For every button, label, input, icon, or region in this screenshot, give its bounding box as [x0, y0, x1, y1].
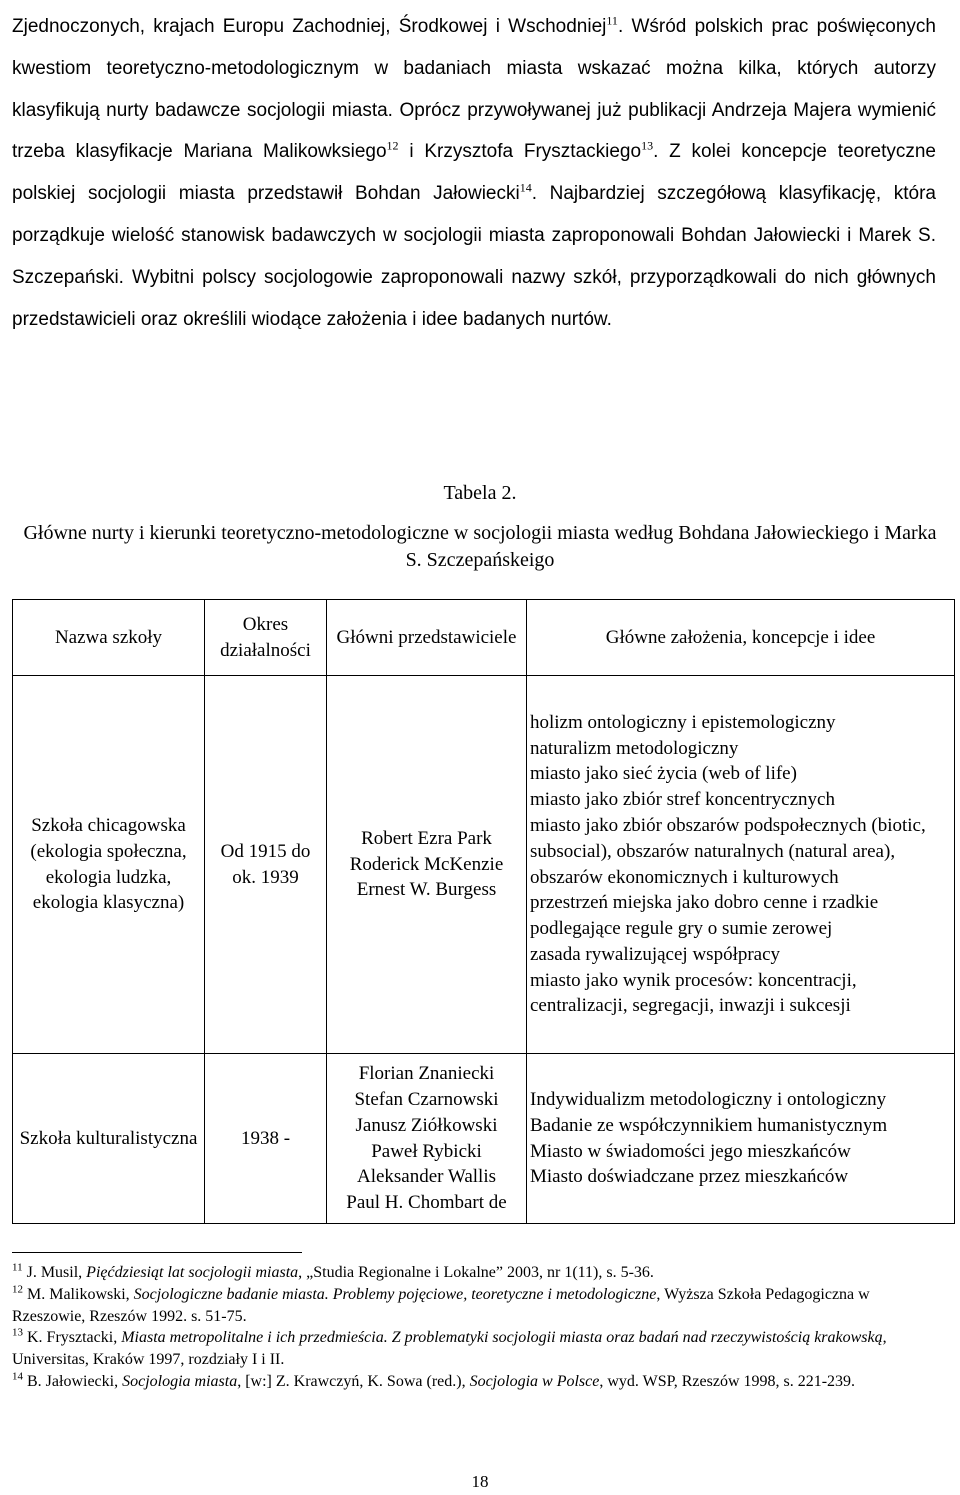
footnote-ref[interactable]: 13 [641, 138, 654, 153]
footnote-text: B. Jałowiecki, [23, 1372, 123, 1390]
footnote-text: K. Frysztacki, [23, 1329, 122, 1347]
idea-item: Badanie ze współczynnikiem humanistycznym [530, 1114, 888, 1136]
cell-school: Szkoła chicagowska (ekologia społeczna, ekologia ludzka, ekologia klasyczna) [13, 676, 205, 1054]
idea-item: miasto jako wynik procesów: koncentracji, centralizacji, segregacji, inwazji i sukcesji [530, 969, 857, 1017]
footnote-text: M. Malikowski, [23, 1285, 134, 1303]
idea-item: zasada rywalizującej współpracy [530, 943, 781, 965]
page-number: 18 [471, 1472, 489, 1491]
footnote-title: Socjologia miasta [122, 1372, 238, 1390]
header-period: Okres działalności [205, 600, 327, 676]
table-label: Tabela 2. [443, 482, 517, 504]
footnote [12, 1284, 942, 1328]
idea-item: naturalizm metodologiczny [530, 737, 739, 759]
representative: Paul H. Chombart de [346, 1192, 507, 1214]
header-ideas: Główne założenia, koncepcje i idee [527, 600, 955, 676]
paragraph-text: . Wśród polskich prac poświęconych kwestiom teoretyczno-metodologicznym w badaniach miasta wskazać można kilka, których autorzy klasyfikują nurty badawcze socjologii miasta. Oprócz przywoływanej już publikacji Andrzeja Majera wymienić trzeba klasyfikacje Mariana Malikowksiego [12, 16, 936, 163]
footnote-text: , wyd. WSP, Rzeszów 1998, s. 221-239. [599, 1372, 856, 1390]
paragraph-text: . Najbardziej szczegółową klasyfikację, która porządkuje wielość stanowisk badawczych w socjologii miasta zaproponowali Bohdan Jałowiecki i Marek S. Szczepański. Wybitni polscy socjologowie zaproponowali nazwy szkół, przyporządkowali do nich głównych przedstawicieli oraz określili wiodące założenia i idee badanych nurtów. [12, 183, 936, 330]
idea-item: Indywidualizm metodologiczny i ontologiczny [530, 1088, 887, 1110]
footnote-number: 12 [12, 1283, 23, 1296]
representative: Ernest W. Burgess [356, 879, 497, 901]
footnote-title: Miasta metropolitalne i ich przedmieścia. Z problematyki socjologii miasta oraz badań nad rzeczywistością krakowską [121, 1329, 883, 1347]
cell-representatives [327, 676, 527, 1054]
idea-item: miasto jako sieć życia (web of life) [530, 763, 797, 785]
footnote-ref[interactable]: 12 [386, 138, 399, 153]
cell-period: 1938 - [205, 1054, 327, 1224]
footnote-title: Socjologiczne badanie miasta. Problemy pojęciowe, teoretyczne i metodologiczne [133, 1285, 657, 1303]
representative: Robert Ezra Park [361, 827, 492, 849]
footnote-ref[interactable]: 14 [519, 180, 532, 195]
representative: Janusz Ziółkowski [355, 1114, 498, 1136]
paragraph-text: . Z kolei koncepcje teoretyczne polskiej socjologii miasta przedstawił Bohdan Jałowiecki [12, 141, 936, 205]
footnote-text: , Universitas, Kraków 1997, rozdziały I i II. [12, 1329, 887, 1369]
body-paragraph [12, 6, 936, 340]
footnote [12, 1262, 942, 1284]
representative: Florian Znaniecki [358, 1063, 495, 1085]
cell-school: Szkoła kulturalistyczna [13, 1054, 205, 1224]
table-row [13, 676, 955, 1054]
footnote [12, 1327, 942, 1371]
footnote-text: , [w:] Z. Krawczyń, K. Sowa (red.), [237, 1372, 470, 1390]
representative: Aleksander Wallis [356, 1166, 496, 1188]
footnote [12, 1371, 942, 1393]
cell-ideas [527, 1054, 955, 1224]
footnote-ref[interactable]: 11 [606, 13, 618, 28]
footnote-text: J. Musil, [22, 1264, 87, 1281]
representative: Roderick McKenzie [349, 853, 504, 875]
cell-representatives [327, 1054, 527, 1224]
header-representatives: Główni przedstawiciele [327, 600, 527, 676]
footnote-divider [12, 1252, 302, 1253]
table-header-row [13, 600, 955, 676]
header-school: Nazwa szkoły [13, 600, 205, 676]
idea-item: holizm ontologiczny i epistemologiczny [530, 711, 836, 733]
idea-item: Miasto doświadczane przez mieszkańców [530, 1166, 849, 1188]
cell-period: Od 1915 do ok. 1939 [205, 676, 327, 1054]
table-title: Główne nurty i kierunki teoretyczno-metodologiczne w socjologii miasta według Bohdana Jałowieckiego i Marka S. Szczepańskeigo [23, 522, 937, 571]
footnote-text: , „Studia Regionalne i Lokalne” 2003, nr 1(11), s. 5-36. [298, 1264, 654, 1281]
cell-ideas [527, 676, 955, 1054]
idea-item: miasto jako zbiór stref koncentrycznych [530, 789, 835, 811]
table-row [13, 1054, 955, 1224]
footnote-number: 11 [12, 1261, 23, 1274]
idea-item: przestrzeń miejska jako dobro cenne i rzadkie podlegające regule gry o sumie zerowej [530, 892, 879, 940]
footnote-title: Socjologia w Polsce [469, 1372, 600, 1390]
idea-item: Miasto w świadomości jego mieszkańców [530, 1140, 851, 1162]
footnotes [12, 1262, 942, 1393]
paragraph-text: i Krzysztofa Frysztackiego [398, 141, 642, 163]
footnote-number: 14 [12, 1370, 23, 1383]
footnote-title: Pięćdziesiąt lat socjologii miasta [86, 1264, 299, 1281]
representative: Paweł Rybicki [371, 1140, 482, 1162]
footnote-text: , Wyższa Szkoła Pedagogiczna w Rzeszowie, Rzeszów 1992. s. 51-75. [12, 1285, 870, 1325]
idea-item: miasto jako zbiór obszarów podspołecznych (biotic, subsocial), obszarów naturalnych (natural area), obszarów ekonomicznych i kulturowych [530, 814, 926, 888]
schools-table [12, 599, 955, 1224]
paragraph-text: Zjednoczonych, krajach Europu Zachodniej, Środkowej i Wschodniej [12, 16, 607, 37]
representative: Stefan Czarnowski [354, 1088, 499, 1110]
footnote-number: 13 [12, 1327, 23, 1340]
